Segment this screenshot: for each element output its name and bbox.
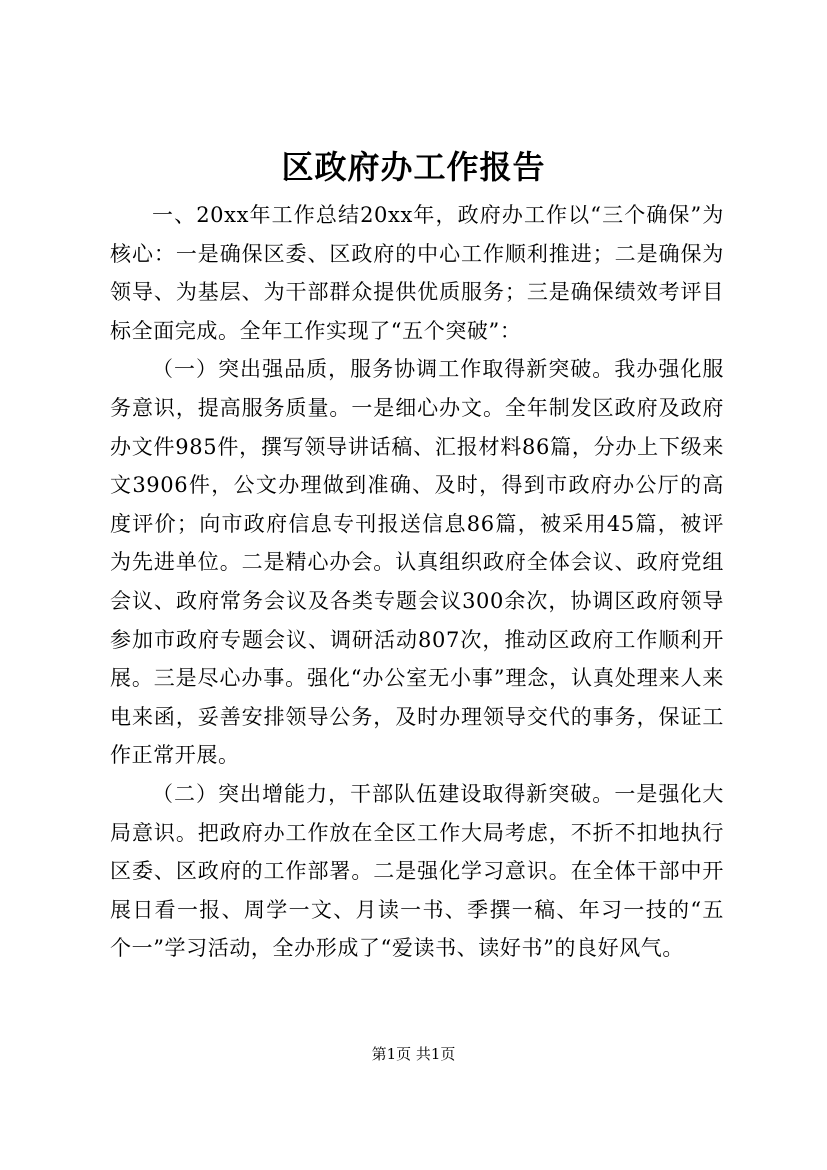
paragraph-quality-service: （一）突出强品质，服务协调工作取得新突破。我办强化服务意识，提高服务质量。一是细心办文。全年制发区政府及政府办文件985件，撰写领导讲话稿、汇报材料86篇，分办上下级来文3906件，公文办理做到准确、及时，得到市政府办公厅的高度评价；向市政府信息专刊报送信息86篇，被采用45篇，被评为先进单位。二是精心办会。认真组织政府全体会议、政府党组会议、政府常务会议及各类专题会议300余次，协调区政府领导参加市政府专题会议、调研活动807次，推动区政府工作顺利开展。三是尽心办事。强化“办公室无小事”理念，认真处理来人来电来函，妥善安排领导公务，及时办理领导交代的事务，保证工作正常开展。 — [110, 357, 724, 768]
paragraph-summary: 一、20xx年工作总结20xx年，政府办工作以“三个确保”为核心：一是确保区委、区政府的中心工作顺利推进；二是确保为领导、为基层、为干部群众提供优质服务；三是确保绩效考评目标全面完成。全年工作实现了“五个突破”： — [110, 203, 724, 343]
document-body — [110, 196, 724, 968]
document-title: 区政府办工作报告 — [281, 148, 546, 186]
paragraph-team-building: （二）突出增能力，干部队伍建设取得新突破。一是强化大局意识。把政府办工作放在全区工作大局考虑，不折不扣地执行区委、区政府的工作部署。二是强化学习意识。在全体干部中开展日看一报、周学一文、月读一书、季撰一稿、年习一技的“五个一”学习活动，全办形成了“爱读书、读好书”的良好风气。 — [110, 781, 724, 961]
page-number-footer: 第1页 共1页 — [371, 1045, 456, 1063]
